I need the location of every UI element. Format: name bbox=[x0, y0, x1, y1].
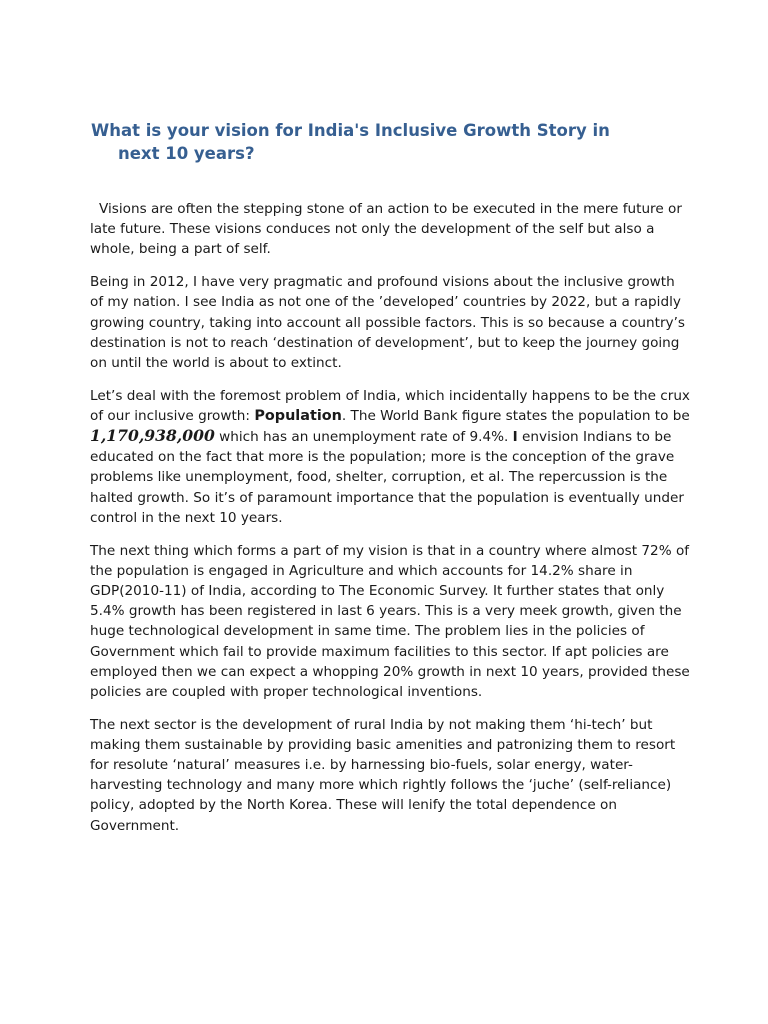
document-body bbox=[90, 199, 690, 848]
paragraph-population-text-2: . The World Bank figure states the population to be bbox=[341, 407, 690, 424]
paragraph-rural-india: The next sector is the development of rural India by not making them ‘hi-tech’ but making them sustainable by providing basic amenities and patronizing them to resort for resolute ‘natural’ measures i.e. by harnessing bio-fuels, solar energy, water-harvesting technology and many more which rightly follows the ‘juche’ (self-reliance) policy, adopted by the North Korea. These will lenify the total dependence on Government. bbox=[90, 716, 676, 834]
document-title bbox=[91, 119, 691, 165]
document-title-line-1: What is your vision for India's Inclusive Growth Story in bbox=[91, 121, 610, 140]
paragraph-being-in-2012: Being in 2012, I have very pragmatic and profound visions about the inclusive growth of my nation. I see India as not one of the ’developed’ countries by 2022, but a rapidly growing country, taking into account all possible factors. This is so because a country’s destination is not to reach ‘destination of development’, but to keep the journey going on until the world is about to extinct. bbox=[90, 274, 685, 371]
paragraph-population bbox=[90, 386, 690, 528]
paragraph-agriculture: The next thing which forms a part of my vision is that in a country where almost 72% of the population is engaged in Agriculture and which accounts for 14.2% share in GDP(2010-11) of India, according to The Economic Survey. It further states that only 5.4% growth has been registered in last 6 years. This is a very meek growth, given the huge technological development in same time. The problem lies in the policies of Government which fail to provide maximum facilities to this sector. If apt policies are employed then we can expect a whopping 20% growth in next 10 years, provided these policies are coupled with proper technological inventions. bbox=[90, 542, 690, 700]
paragraph-population-text-1: Let’s deal with the foremost problem of India, which incidentally happens to be the crux of our inclusive growth: bbox=[90, 387, 690, 424]
population-keyword: Population bbox=[254, 407, 342, 424]
population-figure: 1,170,938,000 bbox=[90, 426, 215, 446]
paragraph-visions: Visions are often the stepping stone of an action to be executed in the mere future or late future. These visions conduces not only the development of the self but also a whole, being a part of self. bbox=[90, 201, 682, 258]
paragraph-population-text-3: which has an unemployment rate of 9.4%. bbox=[214, 429, 513, 446]
paragraph-population-text-4: envision Indians to be educated on the fact that more is the population; more is the conception of the grave problems like unemployment, food, shelter, corruption, et al. The repercussion is the halted growth. So it’s of paramount importance that the population is eventually under control in the next 10 years. bbox=[90, 429, 684, 526]
document-title-line-2: next 10 years? bbox=[118, 144, 255, 163]
pronoun-i: I bbox=[512, 429, 518, 446]
